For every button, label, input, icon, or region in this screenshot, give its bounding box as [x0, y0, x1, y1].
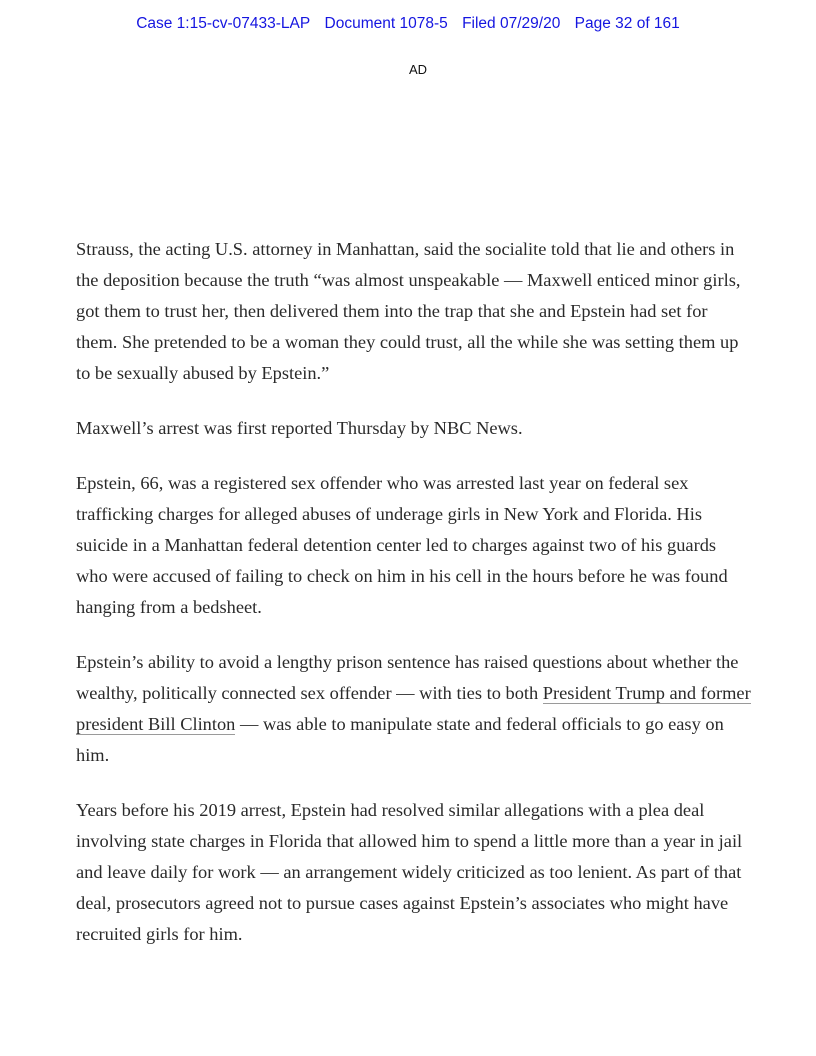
paragraph-prison-sentence	[76, 647, 752, 771]
paragraph-text-before-link: Epstein’s ability to avoid a lengthy prison sentence has raised questions about whether the wealthy, politically connected sex offender — with ties to both	[76, 652, 739, 703]
article-body	[76, 234, 752, 974]
paragraph-arrest-report: Maxwell’s arrest was first reported Thursday by NBC News.	[76, 418, 523, 438]
page-number: Page 32 of 161	[574, 15, 680, 32]
paragraph-strauss-quote: Strauss, the acting U.S. attorney in Manhattan, said the socialite told that lie and others in the deposition because the truth “was almost unspeakable — Maxwell enticed minor girls, got them to trust her, then delivered them into the trap that she and Epstein had set for them. She pretended to be a woman they could trust, all the while she was setting them up to be sexually abused by Epstein.”	[76, 239, 741, 383]
filed-date: Filed 07/29/20	[462, 15, 561, 32]
paragraph-text-after-link: — was able to manipulate state and federal officials to go easy on him.	[76, 714, 724, 765]
case-header	[0, 15, 816, 33]
paragraph-epstein-background: Epstein, 66, was a registered sex offender who was arrested last year on federal sex trafficking charges for alleged abuses of underage girls in New York and Florida. His suicide in a Manhattan federal detention center led to charges against two of his guards who were accused of failing to check on him in his cell in the hours before he was found hanging from a bedsheet.	[76, 473, 728, 617]
case-number: Case 1:15-cv-07433-LAP	[136, 15, 311, 32]
ad-label: AD	[408, 62, 428, 77]
trump-clinton-link[interactable]: President Trump and former president Bill Clinton	[76, 683, 751, 734]
paragraph-plea-deal: Years before his 2019 arrest, Epstein had resolved similar allegations with a plea deal involving state charges in Florida that allowed him to spend a little more than a year in jail and leave daily for work — an arrangement widely criticized as too lenient. As part of that deal, prosecutors agreed not to pursue cases against Epstein’s associates who might have recruited girls for him.	[76, 800, 743, 944]
document-number: Document 1078-5	[324, 15, 448, 32]
